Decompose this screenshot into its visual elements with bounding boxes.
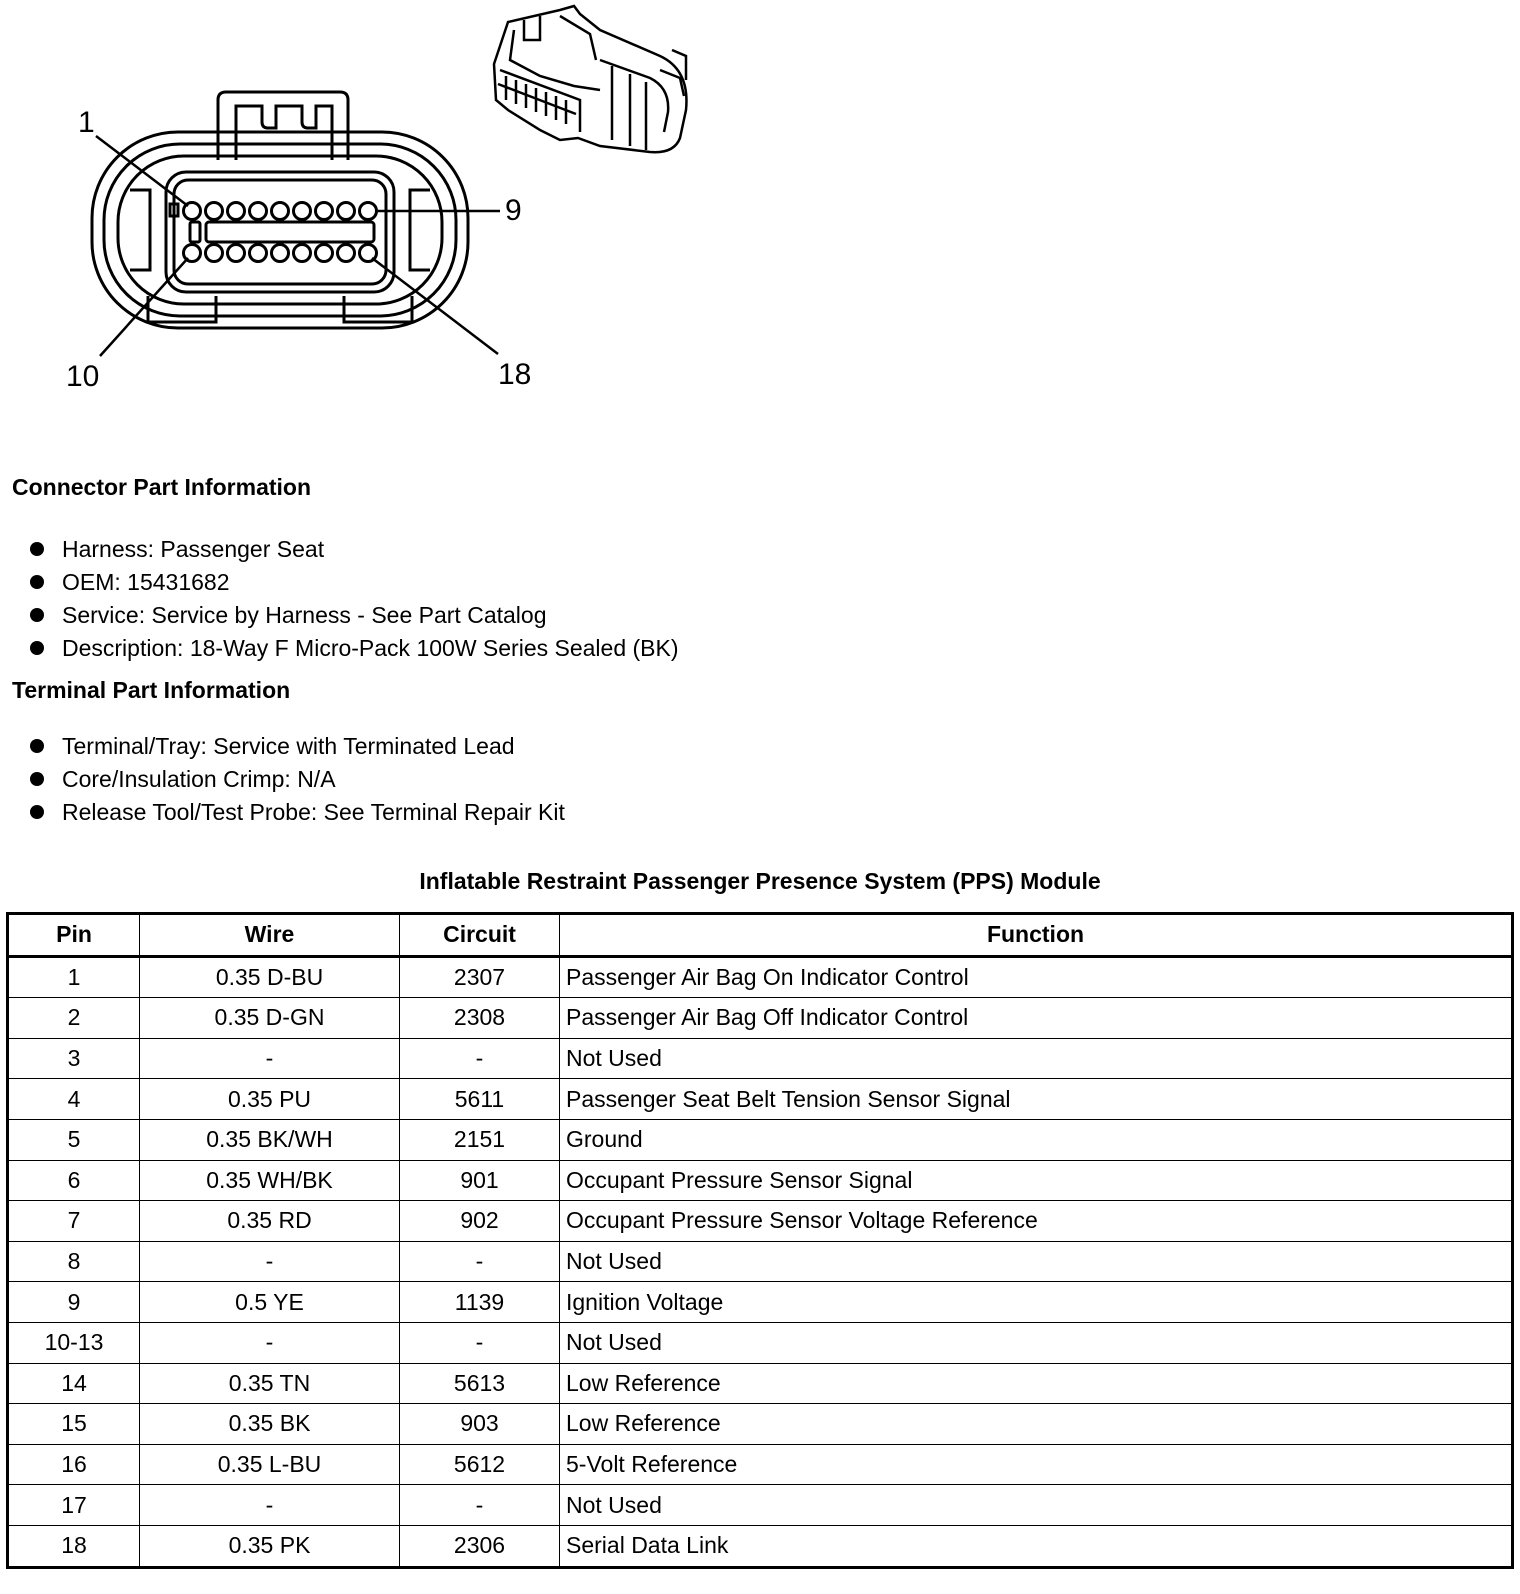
function-cell: Occupant Pressure Sensor Signal bbox=[560, 1160, 1513, 1201]
column-header-circuit: Circuit bbox=[400, 914, 560, 957]
list-item: Release Tool/Test Probe: See Terminal Repair Kit bbox=[30, 796, 565, 829]
table-row bbox=[8, 1363, 1513, 1404]
table-row bbox=[8, 1038, 1513, 1079]
pin-cell: 1 bbox=[8, 956, 140, 998]
table-row bbox=[8, 1160, 1513, 1201]
table-row bbox=[8, 1079, 1513, 1120]
list-item: Core/Insulation Crimp: N/A bbox=[30, 763, 565, 796]
function-cell: Passenger Seat Belt Tension Sensor Signal bbox=[560, 1079, 1513, 1120]
function-cell: Serial Data Link bbox=[560, 1525, 1513, 1567]
wire-cell: 0.35 RD bbox=[140, 1201, 400, 1242]
list-item: Harness: Passenger Seat bbox=[30, 533, 679, 566]
terminal-info-heading: Terminal Part Information bbox=[12, 677, 291, 703]
wire-cell: - bbox=[140, 1322, 400, 1363]
pin-cell: 15 bbox=[8, 1404, 140, 1445]
circuit-cell: 1139 bbox=[400, 1282, 560, 1323]
function-cell: Passenger Air Bag On Indicator Control bbox=[560, 956, 1513, 998]
table-row bbox=[8, 998, 1513, 1039]
list-item: Terminal/Tray: Service with Terminated Lead bbox=[30, 730, 565, 763]
wire-cell: - bbox=[140, 1038, 400, 1079]
wire-cell: 0.5 YE bbox=[140, 1282, 400, 1323]
pin-cell: 10-13 bbox=[8, 1322, 140, 1363]
wire-cell: 0.35 D-GN bbox=[140, 998, 400, 1039]
column-header-function: Function bbox=[560, 914, 1513, 957]
wire-cell: - bbox=[140, 1485, 400, 1526]
table-row bbox=[8, 1485, 1513, 1526]
pin-label-9: 9 bbox=[505, 194, 522, 227]
function-cell: Not Used bbox=[560, 1322, 1513, 1363]
function-cell: Low Reference bbox=[560, 1363, 1513, 1404]
circuit-cell: 901 bbox=[400, 1160, 560, 1201]
wire-cell: 0.35 BK/WH bbox=[140, 1119, 400, 1160]
pin-label-18: 18 bbox=[498, 358, 532, 391]
pin-label-1: 1 bbox=[78, 106, 95, 139]
table-row bbox=[8, 1282, 1513, 1323]
connector-isometric-illustration bbox=[494, 6, 686, 152]
circuit-cell: 5613 bbox=[400, 1363, 560, 1404]
table-row bbox=[8, 1201, 1513, 1242]
table-title: Inflatable Restraint Passenger Presence System (PPS) Module bbox=[419, 868, 1101, 894]
pin-cell: 18 bbox=[8, 1525, 140, 1567]
circuit-cell: 5611 bbox=[400, 1079, 560, 1120]
circuit-cell: 2308 bbox=[400, 998, 560, 1039]
function-cell: Passenger Air Bag Off Indicator Control bbox=[560, 998, 1513, 1039]
circuit-cell: - bbox=[400, 1322, 560, 1363]
function-cell: Not Used bbox=[560, 1038, 1513, 1079]
pin-cell: 7 bbox=[8, 1201, 140, 1242]
circuit-cell: 2307 bbox=[400, 956, 560, 998]
terminal-info-list bbox=[30, 730, 565, 829]
list-item: OEM: 15431682 bbox=[30, 566, 679, 599]
table-row bbox=[8, 1444, 1513, 1485]
column-header-wire: Wire bbox=[140, 914, 400, 957]
table-row bbox=[8, 1404, 1513, 1445]
table-row bbox=[8, 956, 1513, 998]
wire-cell: 0.35 L-BU bbox=[140, 1444, 400, 1485]
wire-cell: 0.35 BK bbox=[140, 1404, 400, 1445]
column-header-pin: Pin bbox=[8, 914, 140, 957]
table-row bbox=[8, 1525, 1513, 1567]
table-header-row bbox=[8, 914, 1513, 957]
table-row bbox=[8, 1322, 1513, 1363]
list-item: Service: Service by Harness - See Part Catalog bbox=[30, 599, 679, 632]
circuit-cell: 903 bbox=[400, 1404, 560, 1445]
pin-row-bottom bbox=[184, 245, 377, 262]
pin-cell: 16 bbox=[8, 1444, 140, 1485]
function-cell: Occupant Pressure Sensor Voltage Reference bbox=[560, 1201, 1513, 1242]
table-row bbox=[8, 1119, 1513, 1160]
function-cell: Low Reference bbox=[560, 1404, 1513, 1445]
pin-cell: 5 bbox=[8, 1119, 140, 1160]
circuit-cell: 2306 bbox=[400, 1525, 560, 1567]
wire-cell: - bbox=[140, 1241, 400, 1282]
pin-cell: 3 bbox=[8, 1038, 140, 1079]
function-cell: 5-Volt Reference bbox=[560, 1444, 1513, 1485]
function-cell: Ground bbox=[560, 1119, 1513, 1160]
circuit-cell: 902 bbox=[400, 1201, 560, 1242]
pin-cell: 2 bbox=[8, 998, 140, 1039]
function-cell: Not Used bbox=[560, 1241, 1513, 1282]
function-cell: Not Used bbox=[560, 1485, 1513, 1526]
wire-cell: 0.35 PK bbox=[140, 1525, 400, 1567]
pin-cell: 6 bbox=[8, 1160, 140, 1201]
function-cell: Ignition Voltage bbox=[560, 1282, 1513, 1323]
circuit-cell: - bbox=[400, 1485, 560, 1526]
pin-cell: 17 bbox=[8, 1485, 140, 1526]
circuit-cell: - bbox=[400, 1241, 560, 1282]
circuit-cell: 2151 bbox=[400, 1119, 560, 1160]
pin-label-10: 10 bbox=[66, 360, 100, 393]
pin-cell: 14 bbox=[8, 1363, 140, 1404]
circuit-cell: - bbox=[400, 1038, 560, 1079]
circuit-cell: 5612 bbox=[400, 1444, 560, 1485]
table-row bbox=[8, 1241, 1513, 1282]
pin-cell: 4 bbox=[8, 1079, 140, 1120]
pin-cell: 8 bbox=[8, 1241, 140, 1282]
pin-cell: 9 bbox=[8, 1282, 140, 1323]
wire-cell: 0.35 D-BU bbox=[140, 956, 400, 998]
list-item: Description: 18-Way F Micro-Pack 100W Series Sealed (BK) bbox=[30, 632, 679, 665]
wire-cell: 0.35 TN bbox=[140, 1363, 400, 1404]
connector-info-list bbox=[30, 533, 679, 665]
connector-diagram bbox=[0, 0, 720, 440]
pinout-table bbox=[6, 912, 1514, 1569]
pin-row-top bbox=[184, 203, 377, 220]
wire-cell: 0.35 WH/BK bbox=[140, 1160, 400, 1201]
connector-info-heading: Connector Part Information bbox=[12, 474, 312, 500]
wire-cell: 0.35 PU bbox=[140, 1079, 400, 1120]
